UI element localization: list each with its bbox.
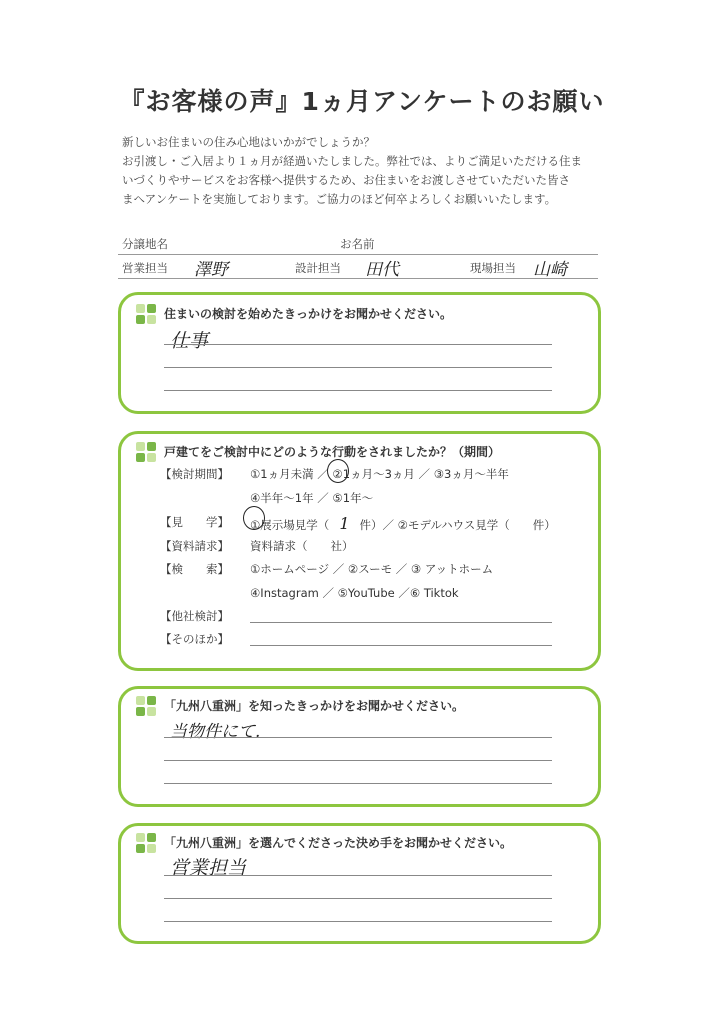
answer-line: [164, 344, 552, 345]
answer-line: [164, 921, 552, 922]
design-label[interactable]: 設計担当: [295, 261, 341, 275]
selection-circle: [243, 506, 265, 530]
page-title: 『お客様の声』1ヵ月アンケートのお願い: [119, 87, 605, 116]
search-options-2[interactable]: ④Instagram ／ ⑤YouTube ／⑥ Tiktok: [250, 586, 459, 600]
other-label: 【そのほか】: [160, 632, 229, 646]
answer-line: [250, 622, 552, 623]
question-4: 「九州八重洲」を選んでくださった決め手をお聞かせください。: [164, 836, 513, 850]
answer-line: [164, 898, 552, 899]
docs-text[interactable]: 資料請求（ 社）: [250, 539, 354, 553]
question-2: 戸建てをご検討中にどのような行動をされましたか？（期間）: [164, 445, 501, 459]
intro-text: [122, 133, 602, 209]
clover-logo-icon: [136, 833, 158, 855]
clover-logo-icon: [136, 696, 158, 718]
answer-3[interactable]: 当物件にて.: [170, 722, 261, 742]
answer-line: [164, 737, 552, 738]
subdivision-label: 分譲地名: [122, 237, 168, 251]
answer-line: [164, 367, 552, 368]
answer-line: [164, 390, 552, 391]
other-company-label: 【他社検討】: [160, 609, 229, 623]
clover-logo-icon: [136, 442, 158, 464]
intro-line: まへアンケートを実施しております。ご協力のほど何卒よろしくお願いいたします。: [122, 192, 557, 206]
period-options-1[interactable]: ①1ヵ月未満 ／ ②1ヵ月～3ヵ月 ／ ③3ヵ月～半年: [250, 467, 509, 481]
sales-label[interactable]: 営業担当: [122, 261, 168, 275]
sales-value[interactable]: 澤野: [194, 260, 228, 280]
intro-line: 新しいお住まいの住み心地はいかがでしょうか？: [122, 135, 375, 149]
docs-label: 【資料請求】: [160, 539, 229, 553]
question-3: 「九州八重洲」を知ったきっかけをお聞かせください。: [164, 699, 465, 713]
name-label: お名前: [340, 237, 375, 251]
visit-label: 【見 学】: [160, 515, 229, 529]
info-line: [118, 278, 598, 279]
answer-line: [164, 783, 552, 784]
answer-line: [164, 875, 552, 876]
visit-options[interactable]: [250, 514, 556, 533]
answer-1[interactable]: 仕事: [170, 330, 209, 352]
info-line: [118, 254, 598, 255]
period-label: 【検討期間】: [160, 467, 229, 481]
visit-text-1: ①展示場見学（: [250, 518, 330, 532]
answer-line: [250, 645, 552, 646]
site-label[interactable]: 現場担当: [470, 261, 516, 275]
answer-4[interactable]: 営業担当: [170, 857, 247, 879]
intro-line: お引渡し・ご入居より１ヵ月が経過いたしました。弊社では、よりご満足いただける住ま: [122, 154, 582, 168]
answer-line: [164, 760, 552, 761]
search-label: 【検 索】: [160, 562, 229, 576]
search-options-1[interactable]: ①ホームページ ／ ②スーモ ／ ③ アットホーム: [250, 562, 494, 576]
site-value[interactable]: 山崎: [533, 260, 567, 280]
period-options-2[interactable]: ④半年～1年 ／ ⑤1年～: [250, 491, 374, 505]
question-1: 住まいの検討を始めたきっかけをお聞かせください。: [164, 307, 453, 321]
selection-circle: [327, 459, 349, 483]
intro-line: いづくりやサービスをお客様へ提供するため、お住まいをお渡しさせていただいた皆さ: [122, 173, 571, 187]
visit-text-2: 件）／ ②モデルハウス見学（ 件）: [359, 518, 556, 532]
visit-count[interactable]: 1: [339, 514, 350, 533]
clover-logo-icon: [136, 304, 158, 326]
design-value[interactable]: 田代: [365, 260, 399, 280]
